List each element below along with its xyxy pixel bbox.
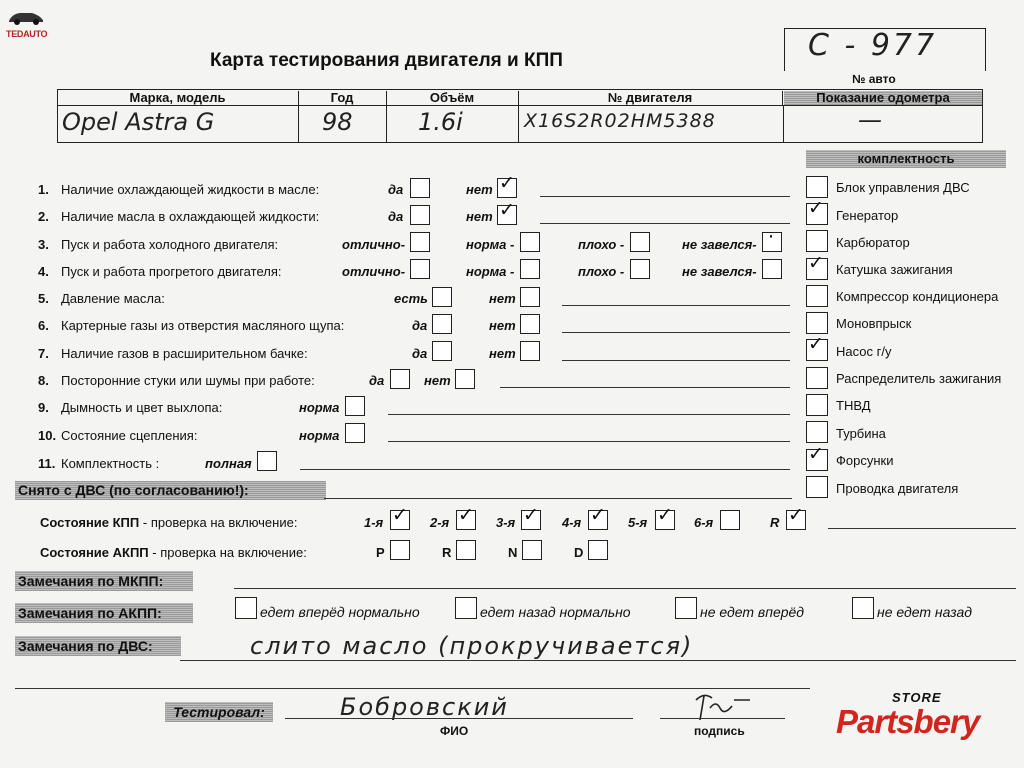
q3-ne-zavelsya-checkbox[interactable] xyxy=(762,226,782,252)
gear-label: 3-я xyxy=(496,515,516,530)
value-make-model: Opel Astra G xyxy=(62,108,215,136)
completeness-label: Распределитель зажигания xyxy=(836,371,1002,386)
q6-net-checkbox[interactable] xyxy=(520,314,540,334)
value-odometer: — xyxy=(858,106,882,134)
option-label: плохо - xyxy=(578,237,625,252)
question-number: 8. xyxy=(38,373,49,388)
question-text: Дымность и цвет выхлопа: xyxy=(61,400,223,415)
car-number-label: № авто xyxy=(852,72,896,86)
gear-label: R xyxy=(770,515,780,530)
answer-line xyxy=(562,305,790,306)
option-label: есть xyxy=(394,291,428,306)
option-label: нет xyxy=(489,346,516,361)
name-line xyxy=(285,718,633,719)
completeness-label: Блок управления ДВС xyxy=(836,180,970,195)
question-number: 9. xyxy=(38,400,49,415)
q10-norma-checkbox[interactable] xyxy=(345,423,365,443)
akpp-position-label: N xyxy=(508,545,518,560)
question-text: Пуск и работа холодного двигателя: xyxy=(61,237,279,252)
company-logo-text: TEDAUTO xyxy=(6,29,48,39)
kpp-row xyxy=(40,515,297,530)
option-label: норма - xyxy=(466,264,515,279)
gear-r-checkbox[interactable] xyxy=(786,504,806,530)
completeness-label: Турбина xyxy=(836,426,886,441)
table-divider xyxy=(783,105,784,143)
remarks-akpp-label: Замечания по АКПП: xyxy=(15,603,193,623)
header-odometer: Показание одометра xyxy=(784,91,982,105)
q7-net-checkbox[interactable] xyxy=(520,341,540,361)
completeness-checkbox[interactable] xyxy=(806,333,828,361)
gear-6-checkbox[interactable] xyxy=(720,510,740,530)
checkmark-icon: · xyxy=(768,226,775,248)
gear-3-checkbox[interactable] xyxy=(521,504,541,530)
removed-label: Снято с ДВС (по согласованию!): xyxy=(15,481,326,500)
checkmark-icon: ✓ xyxy=(657,504,673,526)
question-text: Посторонние стуки или шумы при работе: xyxy=(61,373,315,388)
completeness-label: ТНВД xyxy=(836,398,871,413)
header-volume: Объём xyxy=(386,91,519,105)
akpp-row xyxy=(40,545,307,560)
answer-line xyxy=(15,688,810,689)
value-volume: 1.6i xyxy=(418,108,463,136)
checkmark-icon: ✓ xyxy=(523,504,539,526)
completeness-checkbox[interactable] xyxy=(806,443,828,471)
car-icon xyxy=(6,8,46,26)
gear-label: 4-я xyxy=(562,515,582,530)
option-label: нет xyxy=(489,291,516,306)
akpp-forward-ok-checkbox[interactable] xyxy=(235,597,257,619)
completeness-label: Моновпрыск xyxy=(836,316,912,331)
table-divider xyxy=(386,105,387,143)
q1-net-checkbox[interactable] xyxy=(497,172,517,198)
kpp-suffix: - проверка на включение: xyxy=(142,515,298,530)
answer-line xyxy=(388,414,790,415)
option-label: отлично- xyxy=(342,237,406,252)
akpp-position-label: P xyxy=(376,545,385,560)
q8-da-checkbox[interactable] xyxy=(390,369,410,389)
q2-da-checkbox[interactable] xyxy=(410,205,430,225)
question-number: 5. xyxy=(38,291,49,306)
completeness-label: Генератор xyxy=(836,208,899,223)
option-label: нет xyxy=(466,182,493,197)
table-divider xyxy=(518,105,519,143)
header-engine-no: № двигателя xyxy=(518,91,783,105)
option-label: да xyxy=(388,182,404,197)
q8-net-checkbox[interactable] xyxy=(455,369,475,389)
q9-norma-checkbox[interactable] xyxy=(345,396,365,416)
akpp-option-label: не едет назад xyxy=(877,604,972,620)
option-label: да xyxy=(388,209,404,224)
question-text: Комплектность : xyxy=(61,456,160,471)
q5-est-checkbox[interactable] xyxy=(432,287,452,307)
answer-line xyxy=(562,332,790,333)
q7-da-checkbox[interactable] xyxy=(432,341,452,361)
q3-otlichno-checkbox[interactable] xyxy=(410,232,430,252)
question-text: Состояние сцепления: xyxy=(61,428,198,443)
option-label: да xyxy=(369,373,385,388)
header-make-model: Марка, модель xyxy=(57,91,299,105)
completeness-checkbox[interactable] xyxy=(806,367,828,389)
answer-line xyxy=(540,223,790,224)
remarks-mkpp-label: Замечания по МКПП: xyxy=(15,571,193,591)
question-number: 11. xyxy=(38,456,56,471)
value-year: 98 xyxy=(322,108,353,136)
answer-line xyxy=(562,360,790,361)
question-number: 6. xyxy=(38,318,49,333)
q11-polnaya-checkbox[interactable] xyxy=(257,451,277,471)
value-engine-no: X16S2R02HM5388 xyxy=(524,110,716,132)
page-title: Карта тестирования двигателя и КПП xyxy=(210,50,563,71)
vehicle-table-header-divider xyxy=(57,105,983,106)
kpp-label: Состояние КПП xyxy=(40,515,140,530)
akpp-label: Состояние АКПП xyxy=(40,545,149,560)
completeness-checkbox[interactable] xyxy=(806,312,828,334)
option-label: не завелся- xyxy=(682,264,757,279)
akpp-r-checkbox[interactable] xyxy=(456,540,476,560)
akpp-option-label: не едет вперёд xyxy=(700,604,805,620)
q3-ploho-checkbox[interactable] xyxy=(630,232,650,252)
akpp-option-label: едет вперёд нормально xyxy=(260,604,420,620)
question-text: Давление масла: xyxy=(61,291,165,306)
remarks-dvs-value: слито масло (прокручивается) xyxy=(250,632,694,660)
q1-da-checkbox[interactable] xyxy=(410,178,430,198)
completeness-checkbox[interactable] xyxy=(806,421,828,443)
answer-line xyxy=(300,469,790,470)
partsbery-logo-top: STORE xyxy=(892,690,942,705)
completeness-checkbox[interactable] xyxy=(806,176,828,198)
question-text: Наличие газов в расширительном бачке: xyxy=(61,346,308,361)
akpp-no-backward-checkbox[interactable] xyxy=(852,597,874,619)
akpp-d-checkbox[interactable] xyxy=(588,540,608,560)
gear-label: 5-я xyxy=(628,515,648,530)
akpp-backward-ok-checkbox[interactable] xyxy=(455,597,477,619)
option-label: нет xyxy=(424,373,451,388)
gear-5-checkbox[interactable] xyxy=(655,504,675,530)
q2-net-checkbox[interactable] xyxy=(497,199,517,225)
checkmark-icon: ✓ xyxy=(499,172,515,194)
question-number: 1. xyxy=(38,182,49,197)
question-number: 3. xyxy=(38,237,49,252)
question-text: Пуск и работа прогретого двигателя: xyxy=(61,264,282,279)
header-year: Год xyxy=(298,91,387,105)
question-number: 7. xyxy=(38,346,49,361)
option-label: отлично- xyxy=(342,264,406,279)
gear-2-checkbox[interactable] xyxy=(456,504,476,530)
partsbery-logo xyxy=(836,690,1016,739)
remarks-dvs-label: Замечания по ДВС: xyxy=(15,636,181,656)
checkmark-icon: ✓ xyxy=(392,504,408,526)
completeness-checkbox[interactable] xyxy=(806,394,828,416)
akpp-position-label: R xyxy=(442,545,452,560)
q4-otlichno-checkbox[interactable] xyxy=(410,259,430,279)
q4-norma-checkbox[interactable] xyxy=(520,259,540,279)
completeness-checkbox[interactable] xyxy=(806,476,828,498)
option-label: нет xyxy=(466,209,493,224)
question-text: Наличие охлаждающей жидкости в масле: xyxy=(61,182,320,197)
checkmark-icon: ✓ xyxy=(788,504,804,526)
answer-line xyxy=(180,660,1016,661)
checkmark-icon: ✓ xyxy=(590,504,606,526)
gear-label: 2-я xyxy=(430,515,450,530)
company-logo xyxy=(6,8,50,39)
option-label: норма - xyxy=(466,237,515,252)
q3-norma-checkbox[interactable] xyxy=(520,232,540,252)
gear-1-checkbox[interactable] xyxy=(390,504,410,530)
option-label: норма xyxy=(299,428,340,443)
option-label: полная xyxy=(205,456,252,471)
option-label: да xyxy=(412,318,428,333)
question-number: 10. xyxy=(38,428,57,443)
checkmark-icon: ✓ xyxy=(808,333,824,355)
signature-label: подпись xyxy=(694,724,745,738)
akpp-p-checkbox[interactable] xyxy=(390,540,410,560)
checkmark-icon: ✓ xyxy=(499,199,515,221)
question-text: Наличие масла в охлаждающей жидкости: xyxy=(61,209,320,224)
akpp-suffix: - проверка на включение: xyxy=(152,545,307,560)
completeness-label: Проводка двигателя xyxy=(836,481,959,496)
option-label: нет xyxy=(489,318,516,333)
answer-line xyxy=(540,196,790,197)
option-label: плохо - xyxy=(578,264,625,279)
question-number: 4. xyxy=(38,264,49,279)
tested-by-label: Тестировал: xyxy=(165,702,273,722)
completeness-label: Насос г/у xyxy=(836,344,892,359)
gear-label: 6-я xyxy=(694,515,714,530)
answer-line xyxy=(500,387,790,388)
completeness-checkbox[interactable] xyxy=(806,230,828,252)
completeness-label: Катушка зажигания xyxy=(836,262,953,277)
option-label: да xyxy=(412,346,428,361)
completeness-checkbox[interactable] xyxy=(806,252,828,280)
akpp-n-checkbox[interactable] xyxy=(522,540,542,560)
completeness-label: Карбюратор xyxy=(836,235,910,250)
completeness-label: Форсунки xyxy=(836,453,894,468)
checkmark-icon: ✓ xyxy=(808,252,824,274)
tester-name: Бобровский xyxy=(340,693,509,721)
q4-ploho-checkbox[interactable] xyxy=(630,259,650,279)
partsbery-logo-main: Partsbery xyxy=(836,703,980,740)
completeness-header: комплектность xyxy=(806,150,1006,168)
car-number-value: С - 977 xyxy=(808,28,938,63)
checkmark-icon: ✓ xyxy=(808,443,824,465)
completeness-checkbox[interactable] xyxy=(806,285,828,307)
checkmark-icon: ✓ xyxy=(458,504,474,526)
answer-line xyxy=(234,588,1016,589)
question-text: Картерные газы из отверстия масляного щупа: xyxy=(61,318,345,333)
akpp-position-label: D xyxy=(574,545,584,560)
option-label: норма xyxy=(299,400,340,415)
option-label: не завелся- xyxy=(682,237,757,252)
akpp-no-forward-checkbox[interactable] xyxy=(675,597,697,619)
q5-net-checkbox[interactable] xyxy=(520,287,540,307)
table-divider xyxy=(298,105,299,143)
fio-label: ФИО xyxy=(440,724,469,738)
akpp-option-label: едет назад нормально xyxy=(480,604,631,620)
completeness-label: Компрессор кондиционера xyxy=(836,289,999,304)
q4-ne-zavelsya-checkbox[interactable] xyxy=(762,259,782,279)
signature-line xyxy=(660,718,785,719)
completeness-checkbox[interactable] xyxy=(806,197,828,225)
question-number: 2. xyxy=(38,209,49,224)
answer-line xyxy=(388,441,790,442)
answer-line xyxy=(324,498,792,499)
q6-da-checkbox[interactable] xyxy=(432,314,452,334)
answer-line xyxy=(828,528,1016,529)
gear-label: 1-я xyxy=(364,515,384,530)
checkmark-icon: ✓ xyxy=(808,197,824,219)
gear-4-checkbox[interactable] xyxy=(588,504,608,530)
